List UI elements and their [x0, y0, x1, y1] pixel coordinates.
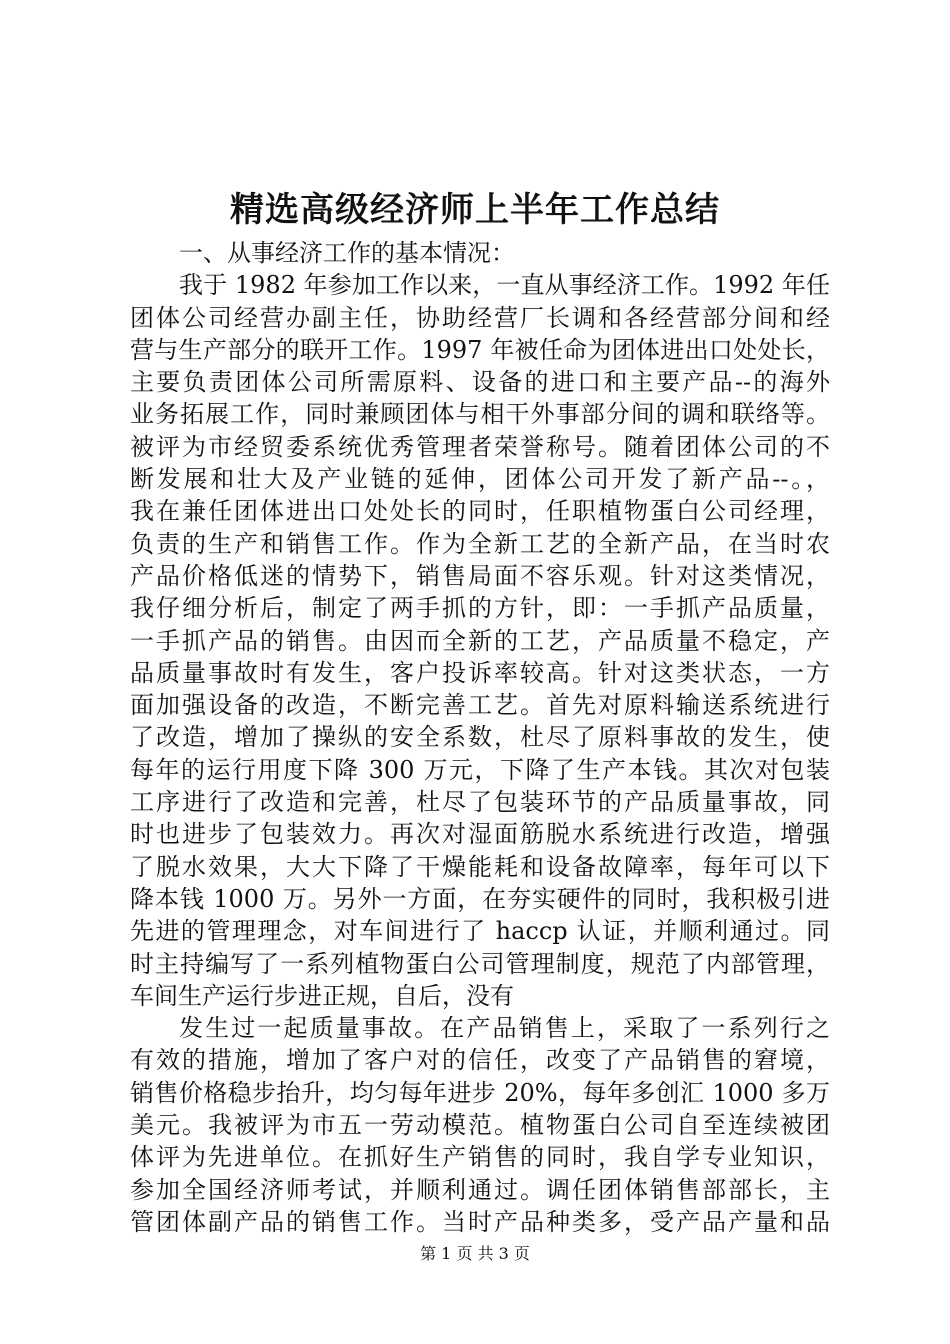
paragraph-1	[130, 269, 830, 1012]
paragraph-2-line: 参加全国经济师考试，并顺利通过。调任团体销售部部长，主	[130, 1175, 830, 1204]
paragraph-1-line: 时主持编写了一系列植物蛋白公司管理制度，规范了内部管理，	[130, 949, 830, 978]
paragraph-1-line: 降本钱 1000 万。另外一方面，在夯实硬件的同时，我积极引进	[130, 884, 830, 913]
paragraph-2-line: 销售价格稳步抬升，均匀每年进步 20%，每年多创汇 1000 多万	[130, 1078, 830, 1107]
paragraph-1-line: 团体公司经营办副主任，协助经营厂长调和各经营部分间和经	[130, 303, 830, 332]
paragraph-1-line: 了改造，增加了操纵的安全系数，杜尽了原料事故的发生，使	[130, 723, 830, 752]
paragraph-1-line: 我于 1982 年参加工作以来，一直从事经济工作。1992 年任	[179, 271, 830, 300]
paragraph-2-line: 发生过一起质量事故。在产品销售上，采取了一系列行之	[179, 1014, 830, 1043]
paragraph-2-line: 管团体副产品的销售工作。当时产品种类多，受产品产量和品	[130, 1207, 830, 1236]
paragraph-1-line: 时也进步了包装效力。再次对湿面筋脱水系统进行改造，增强	[130, 820, 830, 849]
paragraph-1-line: 产品价格低迷的情势下，销售局面不容乐观。针对这类情况，	[130, 561, 830, 590]
paragraph-1-line: 我仔细分析后，制定了两手抓的方针，即：一手抓产品质量，	[130, 594, 830, 623]
paragraph-1-line: 一手抓产品的销售。由因而全新的工艺，产品质量不稳定，产	[130, 626, 830, 655]
paragraph-1-line: 先进的管理理念，对车间进行了 haccp 认证，并顺利通过。同	[130, 917, 830, 946]
paragraph-1-line: 品质量事故时有发生，客户投诉率较高。针对这类状态，一方	[130, 658, 830, 687]
paragraph-2	[130, 1012, 830, 1238]
paragraph-2-line: 体评为先进单位。在抓好生产销售的同时，我自学专业知识，	[130, 1143, 830, 1172]
paragraph-1-line: 业务拓展工作，同时兼顾团体与相干外事部分间的调和联络等。	[130, 400, 830, 429]
paragraph-1-line: 了脱水效果，大大下降了干燥能耗和设备故障率，每年可以下	[130, 852, 830, 881]
paragraph-1-line: 营与生产部分的联开工作。1997 年被任命为团体进出口处处长，	[130, 335, 830, 364]
paragraph-2-line: 有效的措施，增加了客户对的信任，改变了产品销售的窘境，	[130, 1046, 830, 1075]
paragraph-1-line: 我在兼任团体进出口处处长的同时，任职植物蛋白公司经理，	[130, 497, 830, 526]
document-title: 精选高级经济师上半年工作总结	[230, 190, 720, 230]
document-body	[130, 237, 830, 1238]
paragraph-1-line: 每年的运行用度下降 300 万元，下降了生产本钱。其次对包装	[130, 755, 830, 784]
section-heading: 一、从事经济工作的基本情况：	[179, 239, 515, 267]
paragraph-1-line: 被评为市经贸委系统优秀管理者荣誉称号。随着团体公司的不	[130, 432, 830, 461]
paragraph-1-line: 断发展和壮大及产业链的延伸，团体公司开发了新产品--。，	[130, 465, 830, 494]
paragraph-1-line: 车间生产运行步进正规，自后，没有	[130, 981, 514, 1010]
paragraph-1-line: 工序进行了改造和完善，杜尽了包装环节的产品质量事故，同	[130, 788, 830, 817]
paragraph-1-line: 负责的生产和销售工作。作为全新工艺的全新产品，在当时农	[130, 529, 830, 558]
page-number-footer: 第 1 页 共 3 页	[420, 1244, 530, 1263]
paragraph-1-line: 面加强设备的改造，不断完善工艺。首先对原料输送系统进行	[130, 691, 830, 720]
paragraph-2-line: 美元。我被评为市五一劳动模范。植物蛋白公司自至连续被团	[130, 1111, 830, 1140]
paragraph-1-line: 主要负责团体公司所需原料、设备的进口和主要产品--的海外	[130, 368, 830, 397]
